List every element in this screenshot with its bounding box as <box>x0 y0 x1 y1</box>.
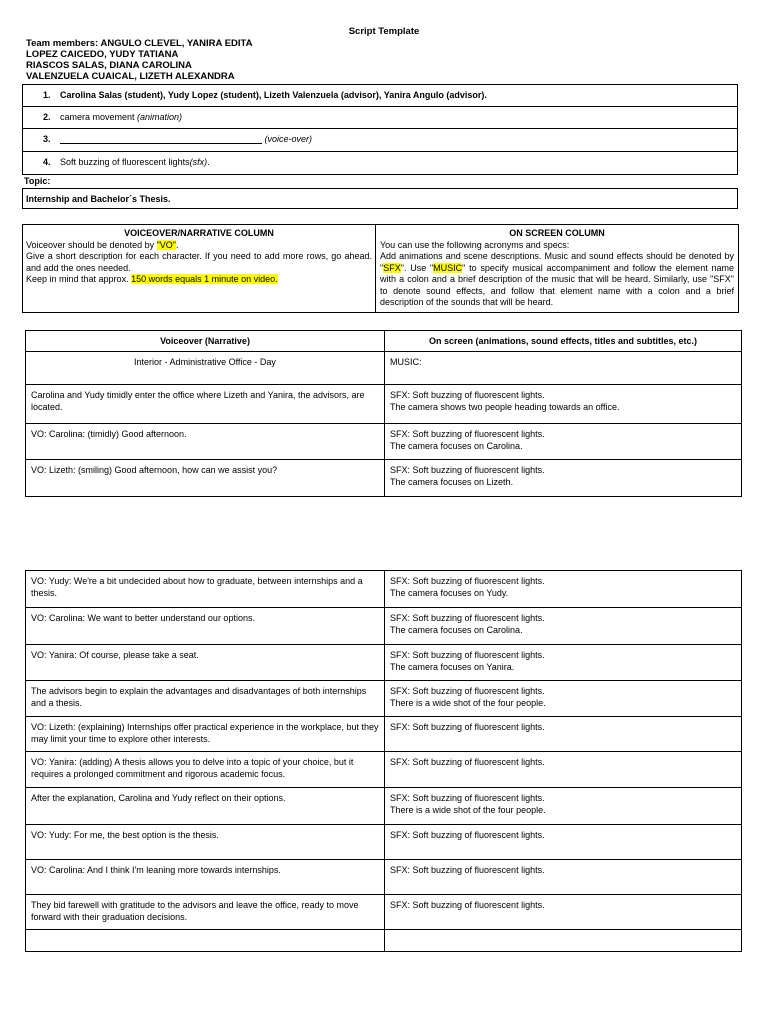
team-label: Team members: <box>26 38 99 49</box>
onscreen-line: SFX: Soft buzzing of fluorescent lights. <box>390 613 545 623</box>
table-row <box>26 825 742 860</box>
onscreen-line: SFX: Soft buzzing of fluorescent lights. <box>390 900 545 910</box>
item-number: 3. <box>43 134 51 144</box>
item-italic: (sfx) <box>189 157 208 167</box>
onscreen-line: The camera focuses on Carolina. <box>390 625 523 635</box>
onscreen-cell[interactable] <box>385 860 742 895</box>
blank-line[interactable] <box>60 134 262 144</box>
item-number: 4. <box>43 157 51 167</box>
table-row <box>26 608 742 645</box>
onscreen-line: SFX: Soft buzzing of fluorescent lights. <box>390 390 545 400</box>
voiceover-cell[interactable]: Interior - Administrative Office - Day <box>26 352 385 385</box>
team-member-2: LOPEZ CAICEDO, YUDY TATIANA <box>26 49 179 60</box>
highlight-words: 150 words equals 1 minute on video. <box>131 274 278 284</box>
onscreen-line: The camera focuses on Lizeth. <box>390 477 514 487</box>
onscreen-line: SFX: Soft buzzing of fluorescent lights. <box>390 429 545 439</box>
item-tail: . <box>207 157 210 167</box>
team-member-3: RIASCOS SALAS, DIANA CAROLINA <box>26 60 192 71</box>
script-table-page-1 <box>25 330 742 497</box>
topic-label: Topic: <box>24 176 51 186</box>
numbered-item-3 <box>22 129 738 152</box>
voiceover-cell[interactable] <box>26 930 385 952</box>
topic-box <box>22 188 738 209</box>
numbered-item-1 <box>22 84 738 107</box>
guide-text: Voiceover should be denoted by <box>26 239 157 250</box>
numbered-item-2 <box>22 107 738 129</box>
onscreen-cell[interactable] <box>385 385 742 424</box>
onscreen-cell[interactable] <box>385 930 742 952</box>
item-italic: (animation) <box>137 112 183 122</box>
onscreen-line: The camera shows two people heading towards an office. <box>390 402 620 412</box>
voiceover-cell[interactable]: After the explanation, Carolina and Yudy reflect on their options. <box>26 788 385 825</box>
onscreen-cell[interactable] <box>385 571 742 608</box>
guide-table <box>22 224 739 313</box>
voiceover-guide-heading: VOICEOVER/NARRATIVE COLUMN <box>124 228 274 238</box>
onscreen-line: SFX: Soft buzzing of fluorescent lights. <box>390 830 545 840</box>
onscreen-line: SFX: Soft buzzing of fluorescent lights. <box>390 576 545 586</box>
guide-text: Keep in mind that approx. <box>26 274 132 284</box>
onscreen-guide-cell <box>376 225 739 313</box>
onscreen-cell[interactable] <box>385 717 742 752</box>
item-text: Soft buzzing of fluorescent lights <box>60 157 190 167</box>
numbered-item-4 <box>22 152 738 175</box>
voiceover-guide-cell <box>23 225 376 313</box>
onscreen-line: SFX: Soft buzzing of fluorescent lights. <box>390 650 545 660</box>
onscreen-line: The camera focuses on Yanira. <box>390 662 515 672</box>
onscreen-line: SFX: Soft buzzing of fluorescent lights. <box>390 722 545 732</box>
onscreen-line: SFX: Soft buzzing of fluorescent lights. <box>390 865 545 875</box>
onscreen-cell[interactable] <box>385 460 742 497</box>
onscreen-line: The camera focuses on Carolina. <box>390 441 523 451</box>
onscreen-cell[interactable] <box>385 788 742 825</box>
onscreen-line: There is a wide shot of the four people. <box>390 698 546 708</box>
highlight-music: MUSIC <box>433 262 463 273</box>
voiceover-cell[interactable]: VO: Yudy: We're a bit undecided about how to graduate, between internships and a thesis. <box>26 571 385 608</box>
team-members <box>26 38 252 82</box>
table-row <box>26 352 742 385</box>
voiceover-cell[interactable]: The advisors begin to explain the advantages and disadvantages of both internships and a thesis. <box>26 681 385 717</box>
highlight-sfx: SFX <box>383 262 401 273</box>
table-row <box>26 681 742 717</box>
voiceover-cell[interactable]: VO: Carolina: We want to better understand our options. <box>26 608 385 645</box>
onscreen-cell[interactable] <box>385 825 742 860</box>
table-row <box>26 752 742 788</box>
item-number: 2. <box>43 112 51 122</box>
voiceover-cell[interactable]: VO: Carolina: (timidly) Good afternoon. <box>26 424 385 460</box>
voiceover-cell[interactable]: VO: Lizeth: (smiling) Good afternoon, how can we assist you? <box>26 460 385 497</box>
table-row <box>26 424 742 460</box>
guide-text: . <box>176 239 179 250</box>
table-row-empty <box>26 930 742 952</box>
guide-text: " to specify musical accompaniment and follow the element name with a colon and a brief description of the music that will be heard. Similarly, use "SFX" to denote sound effects, and follow that element name with a colon and a brief description of the sounds that will be heard. <box>380 262 734 307</box>
table-row <box>26 645 742 681</box>
voiceover-cell[interactable]: Carolina and Yudy timidly enter the office where Lizeth and Yanira, the advisors, are located. <box>26 385 385 424</box>
onscreen-cell[interactable] <box>385 608 742 645</box>
table-row <box>26 385 742 424</box>
highlight-vo: "VO" <box>156 239 177 250</box>
onscreen-line: SFX: Soft buzzing of fluorescent lights. <box>390 793 545 803</box>
onscreen-cell[interactable] <box>385 681 742 717</box>
topic-value: Internship and Bachelor´s Thesis. <box>26 194 171 204</box>
column-header-onscreen: On screen (animations, sound effects, titles and subtitles, etc.) <box>385 331 742 352</box>
team-member-1: ANGULO CLEVEL, YANIRA EDITA <box>100 38 253 49</box>
table-row <box>26 717 742 752</box>
item-text: Carolina Salas (student), Yudy Lopez (student), Lizeth Valenzuela (advisor), Yanira Angulo (advisor). <box>60 90 487 100</box>
onscreen-cell[interactable] <box>385 752 742 788</box>
guide-text: You can use the following acronyms and specs: <box>380 239 570 250</box>
onscreen-line: SFX: Soft buzzing of fluorescent lights. <box>390 465 545 475</box>
table-row <box>26 895 742 930</box>
voiceover-cell[interactable]: VO: Yanira: (adding) A thesis allows you to delve into a topic of your choice, but it requires a prolonged commitment and rigorous academic focus. <box>26 752 385 788</box>
item-number: 1. <box>43 90 51 100</box>
onscreen-cell[interactable] <box>385 895 742 930</box>
script-table-page-2 <box>25 570 742 952</box>
voiceover-cell[interactable]: VO: Carolina: And I think I'm leaning more towards internships. <box>26 860 385 895</box>
voiceover-cell[interactable]: VO: Yanira: Of course, please take a seat. <box>26 645 385 681</box>
document-title: Script Template <box>348 26 420 37</box>
voiceover-cell[interactable]: VO: Yudy: For me, the best option is the thesis. <box>26 825 385 860</box>
table-row <box>26 860 742 895</box>
voiceover-cell[interactable]: VO: Lizeth: (explaining) Internships offer practical experience in the workplace, but they may limit your time to explore other interests. <box>26 717 385 752</box>
onscreen-line: The camera focuses on Yudy. <box>390 588 509 598</box>
onscreen-cell[interactable] <box>385 352 742 385</box>
guide-text: Add animations and scene descriptions. Music and sound effects should be denoted by " <box>380 251 734 273</box>
onscreen-line: MUSIC: <box>390 357 422 367</box>
onscreen-line: SFX: Soft buzzing of fluorescent lights. <box>390 757 545 767</box>
onscreen-guide-heading: ON SCREEN COLUMN <box>509 228 605 238</box>
onscreen-cell[interactable] <box>385 424 742 460</box>
table-row <box>26 788 742 825</box>
onscreen-cell[interactable] <box>385 645 742 681</box>
guide-text: Give a short description for each character. If you need to add more rows, go ahead. and add the ones needed. <box>26 251 372 273</box>
onscreen-line: There is a wide shot of the four people. <box>390 805 546 815</box>
item-text: camera movement <box>60 112 138 122</box>
table-row <box>26 460 742 497</box>
onscreen-line: SFX: Soft buzzing of fluorescent lights. <box>390 686 545 696</box>
item-italic: (voice-over) <box>264 134 313 144</box>
voiceover-cell[interactable]: They bid farewell with gratitude to the advisors and leave the office, ready to move forward with their graduation decisions. <box>26 895 385 930</box>
column-header-voiceover: Voiceover (Narrative) <box>26 331 385 352</box>
team-member-4: VALENZUELA CUAICAL, LIZETH ALEXANDRA <box>26 71 235 82</box>
table-row <box>26 571 742 608</box>
guide-text: ". Use " <box>400 262 434 273</box>
